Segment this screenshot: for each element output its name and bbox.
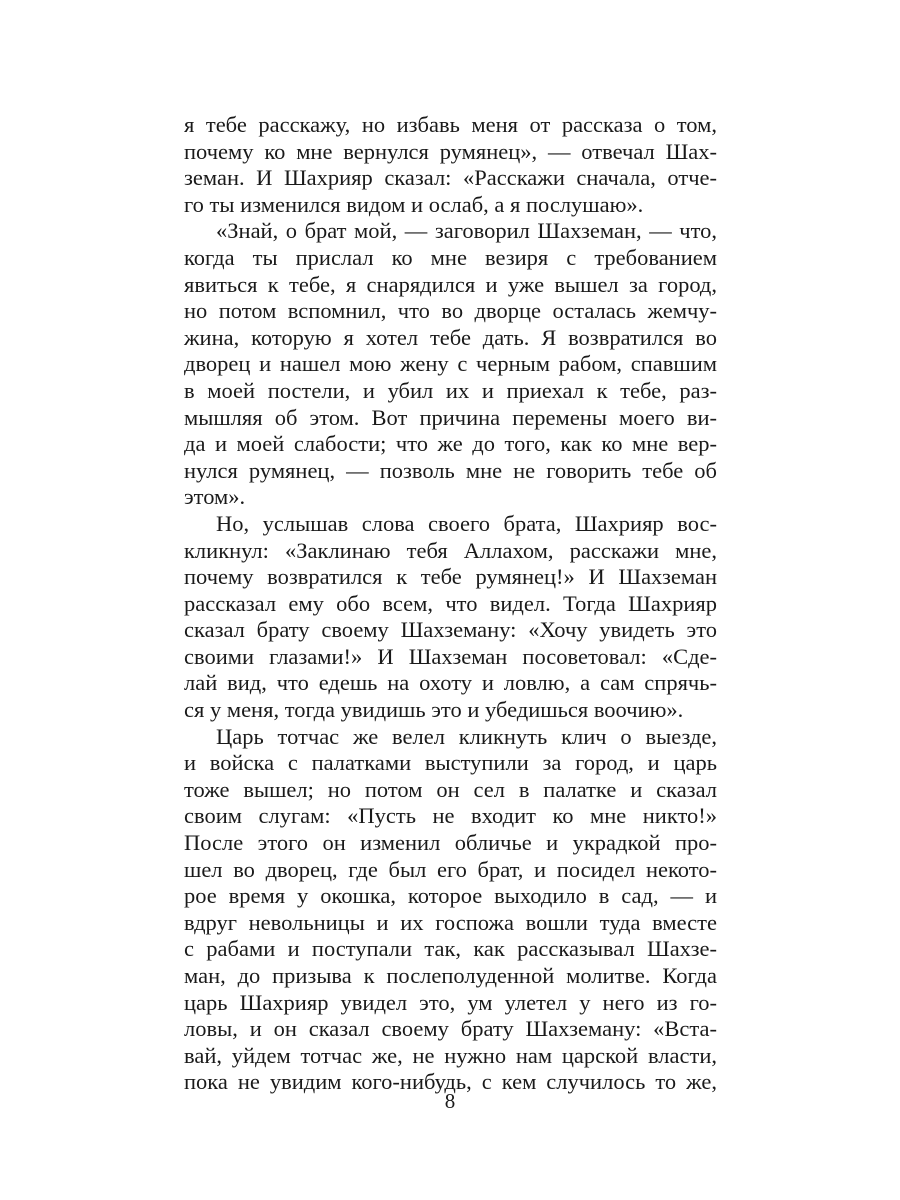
text-line: почему возвратился к тебе румянец!» И Шахземан — [184, 564, 717, 590]
text-line: но потом вспомнил, что во дворце осталась жемчу- — [184, 298, 717, 324]
text-line: ловы, и он сказал своему брату Шахземану: «Вста- — [184, 1016, 717, 1042]
text-line: да и моей слабости; что же до того, как ко мне вер- — [184, 431, 717, 457]
text-line: го ты изменился видом и ослаб, а я послушаю». — [184, 191, 644, 217]
text-line: с рабами и поступали так, как рассказывал Шахзе- — [184, 936, 717, 962]
text-line: мышляя об этом. Вот причина перемены моего ви- — [184, 404, 717, 430]
text-line: Но, услышав слова своего брата, Шахрияр вос- — [216, 510, 717, 536]
text-line: и войска с палатками выступили за город, и царь — [184, 750, 717, 776]
text-line: земан. И Шахрияр сказал: «Расскажи сначала, отче- — [184, 165, 717, 191]
text-line: шел во дворец, где был его брат, и посидел некото- — [184, 856, 717, 882]
text-line: я тебе расскажу, но избавь меня от рассказа о том, — [184, 112, 717, 137]
text-line: своими глазами!» И Шахземан посоветовал: «Сде- — [184, 643, 717, 669]
text-line: вдруг невольницы и их госпожа вошли туда вместе — [184, 909, 717, 935]
text-line: этом». — [184, 484, 246, 510]
text-line: явиться к тебе, я снарядился и уже вышел за город, — [184, 271, 717, 297]
text-line: кликнул: «Заклинаю тебя Аллахом, расскажи мне, — [184, 537, 717, 563]
text-line: вай, уйдем тотчас же, не нужно нам царской власти, — [184, 1042, 717, 1068]
text-line: Царь тотчас же велел кликнуть клич о выезде, — [216, 723, 717, 749]
text-line: нулся румянец, — позволь мне не говорить тебе об — [184, 457, 717, 483]
text-line: когда ты прислал ко мне везиря с требованием — [184, 244, 717, 270]
text-line: рое время у окошка, которое выходило в сад, — и — [184, 883, 717, 909]
text-line: сказал брату своему Шахземану: «Хочу увидеть это — [184, 617, 717, 643]
text-line: дворец и нашел мою жену с черным рабом, спавшим — [184, 351, 717, 377]
text-line: своим слугам: «Пусть не входит ко мне никто!» — [184, 803, 717, 829]
text-line: жина, которую я хотел тебе дать. Я возвратился во — [184, 324, 717, 350]
text-line: пока не увидим кого-нибудь, с кем случилось то же, — [184, 1069, 717, 1095]
text-line: ман, до призыва к послеполуденной молитве. Когда — [184, 963, 717, 988]
text-line: рассказал ему обо всем, что видел. Тогда Шахрияр — [184, 590, 717, 616]
text-line: ся у меня, тогда увидишь это и убедишься воочию». — [184, 697, 684, 723]
text-line: После этого он изменил обличье и украдкой про- — [184, 830, 717, 856]
text-line: в моей постели, и убил их и приехал к тебе, раз- — [184, 377, 717, 403]
body-text — [184, 112, 717, 1096]
text-line: почему ко мне вернулся румянец», — отвечал Шах- — [184, 138, 717, 164]
text-line: царь Шахрияр увидел это, ум улетел у него из го- — [184, 989, 717, 1015]
text-line: лай вид, что едешь на охоту и ловлю, а сам спрячь- — [184, 670, 717, 696]
text-line: «Знай, о брат мой, — заговорил Шахземан, — что, — [216, 218, 717, 244]
page-number: 8 — [444, 1089, 456, 1113]
text-line: тоже вышел; но потом он сел в палатке и сказал — [184, 776, 717, 802]
